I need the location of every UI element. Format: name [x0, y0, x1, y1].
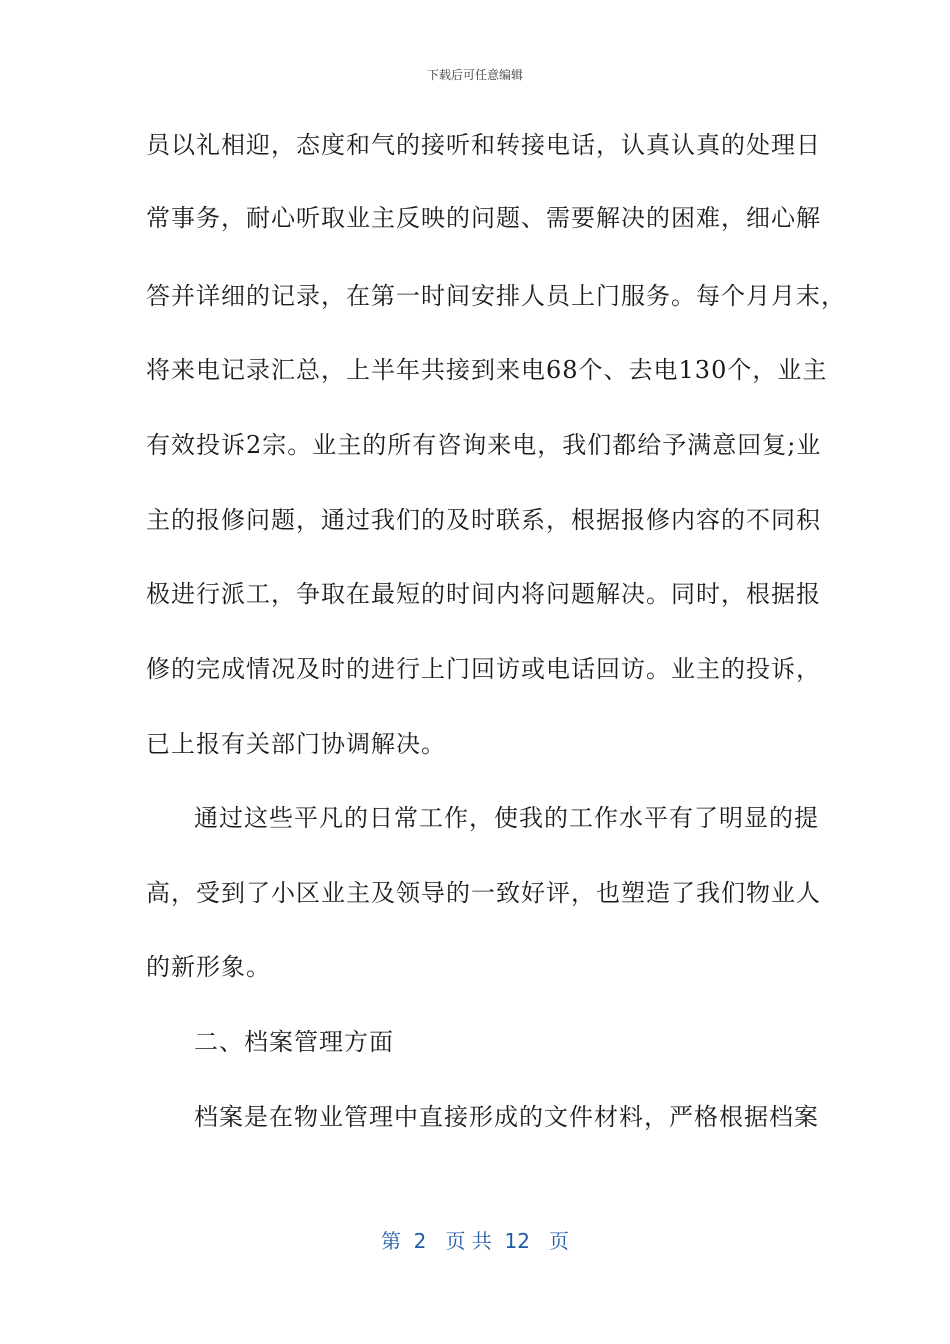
body-line-7: 极进行派工，争取在最短的时间内将问题解决。同时，根据报	[146, 580, 821, 608]
body-line-4: 将来电记录汇总，上半年共接到来电68个、去电130个，业主	[146, 356, 828, 384]
body-line-3: 答并详细的记录，在第一时间安排人员上门服务。每个月月末，	[146, 282, 846, 310]
body-line-2: 常事务，耐心听取业主反映的问题、需要解决的困难，细心解	[146, 204, 821, 232]
body-line-12: 的新形象。	[146, 953, 271, 981]
body-line-11: 高，受到了小区业主及领导的一致好评，也塑造了我们物业人	[146, 879, 821, 907]
body-line-5: 有效投诉2宗。业主的所有咨询来电，我们都给予满意回复;业	[146, 431, 822, 459]
body-line-8: 修的完成情况及时的进行上门回访或电话回访。业主的投诉，	[146, 655, 821, 683]
section-heading: 二、档案管理方面	[194, 1028, 394, 1056]
page-header: 下载后可任意编辑	[426, 68, 523, 82]
page-number-footer: 第 2 页 共 12 页	[380, 1229, 570, 1253]
body-line-6: 主的报修问题，通过我们的及时联系，根据报修内容的不同积	[146, 506, 821, 534]
body-line-10: 通过这些平凡的日常工作，使我的工作水平有了明显的提	[194, 804, 819, 832]
body-line-9: 已上报有关部门协调解决。	[146, 730, 446, 758]
body-line-1: 员以礼相迎，态度和气的接听和转接电话，认真认真的处理日	[146, 131, 821, 159]
body-line-14: 档案是在物业管理中直接形成的文件材料，严格根据档案	[194, 1103, 819, 1131]
